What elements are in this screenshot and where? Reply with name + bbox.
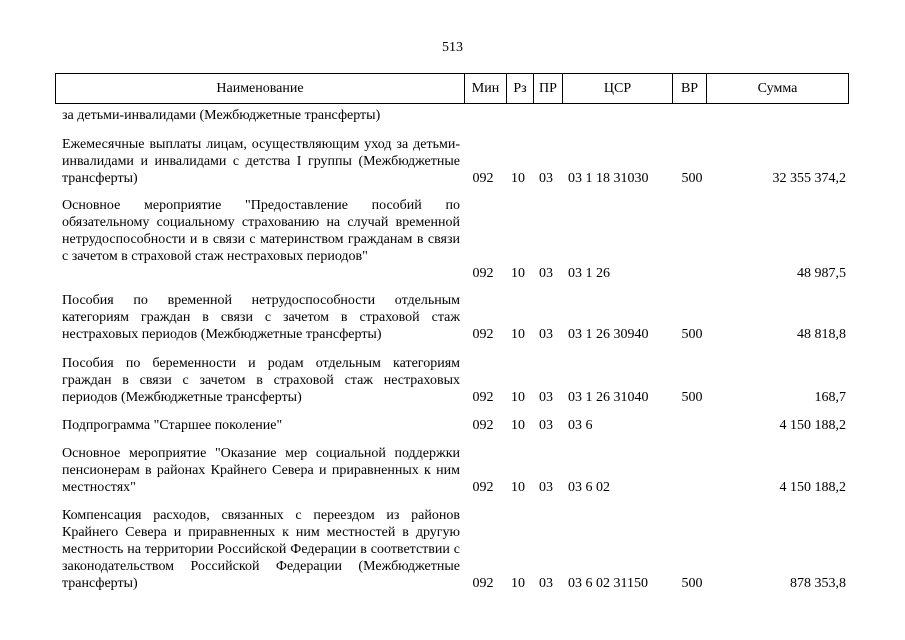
row-vr: 500 [681,576,703,591]
row-csr: 03 6 02 [568,480,610,495]
table-row [0,417,905,434]
table-header [55,73,849,104]
row-name: Компенсация расходов, связанных с переездом из районов Крайнего Севера и приравненных к ним местностей в другую местность на территории Российской Федерации в соответствии с законодательством Российской Федерации (Межбюджетные трансферты) [62,508,460,591]
row-name: Пособия по беременности и родам отдельным категориям граждан в связи с зачетом в страховой стаж нестраховых периодов (Межбюджетные трансферты) [62,356,460,405]
row-name: Основное мероприятие "Оказание мер социальной поддержки пенсионерам в районах Крайнего Севера и приравненных к ним местностях" [62,446,460,495]
row-sum: 32 355 374,2 [772,171,846,186]
row-csr: 03 1 26 [568,266,610,281]
row-name: Подпрограмма "Старшее поколение" [62,418,283,433]
row-sum: 168,7 [814,390,846,405]
row-csr: 03 6 [568,418,593,433]
row-min: 092 [472,480,494,495]
row-pr: 03 [539,418,553,433]
header-vr: ВР [672,74,706,103]
row-min: 092 [472,171,494,186]
row-min: 092 [472,390,494,405]
row-csr: 03 1 26 30940 [568,327,649,342]
header-rz: Рз [506,74,533,103]
row-rz: 10 [511,418,525,433]
row-rz: 10 [511,171,525,186]
table-row [0,197,905,282]
row-name: Пособия по временной нетрудоспособности отдельным категориям граждан в связи с зачетом в страховой стаж нестраховых периодов (Межбюджетные трансферты) [62,293,460,342]
row-csr: 03 1 18 31030 [568,171,649,186]
header-name: Наименование [216,81,304,96]
row-sum: 4 150 188,2 [779,418,846,433]
header-sum: Сумма [706,74,848,103]
row-vr: 500 [681,390,703,405]
table-row [0,136,905,187]
row-csr: 03 6 02 31150 [568,576,648,591]
row-rz: 10 [511,390,525,405]
table-row [0,445,905,496]
row-sum: 878 353,8 [790,576,846,591]
row-pr: 03 [539,266,553,281]
row-pr: 03 [539,327,553,342]
table-row [0,107,905,126]
page-number: 513 [442,40,463,55]
row-csr: 03 1 26 31040 [568,390,649,405]
row-min: 092 [472,327,494,342]
row-pr: 03 [539,390,553,405]
row-vr: 500 [681,171,703,186]
row-rz: 10 [511,576,525,591]
row-pr: 03 [539,171,553,186]
row-min: 092 [472,418,494,433]
row-name: Основное мероприятие "Предоставление пособий по обязательному социальному страхованию на случай временной нетрудоспособности и в связи с материнством гражданам в связи с зачетом в страховой стаж нестраховых периодов" [62,198,460,264]
table-row [0,355,905,406]
row-pr: 03 [539,576,553,591]
table-row [0,507,905,592]
row-rz: 10 [511,327,525,342]
row-rz: 10 [511,480,525,495]
row-rz: 10 [511,266,525,281]
row-name: Ежемесячные выплаты лицам, осуществляющим уход за детьми-инвалидами и инвалидами с детства I группы (Межбюджетные трансферты) [62,137,460,186]
row-sum: 48 818,8 [797,327,846,342]
header-pr: ПР [533,74,562,103]
header-csr: ЦСР [562,74,672,103]
row-pr: 03 [539,480,553,495]
row-vr: 500 [681,327,703,342]
row-sum: 48 987,5 [797,266,846,281]
row-min: 092 [472,266,494,281]
table-row [0,292,905,343]
row-name: за детьми-инвалидами (Межбюджетные трансферты) [62,108,381,123]
row-min: 092 [472,576,494,591]
row-sum: 4 150 188,2 [779,480,846,495]
header-min: Мин [464,74,506,103]
